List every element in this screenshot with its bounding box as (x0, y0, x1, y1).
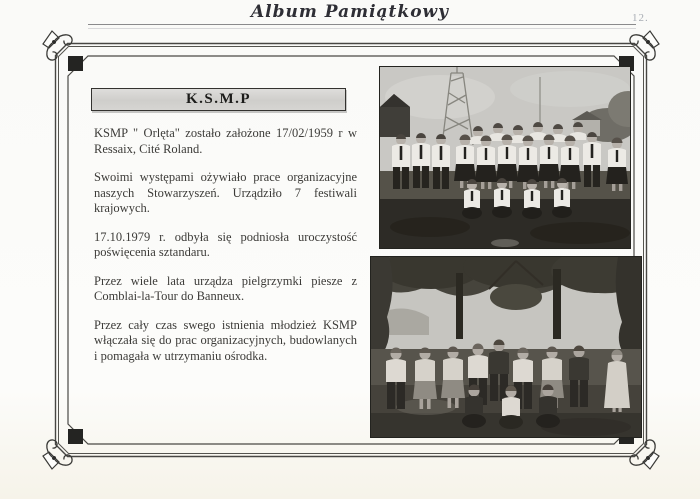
kneeling-group (462, 385, 560, 430)
section-title-box (91, 88, 346, 111)
photo-casual-group (370, 256, 642, 438)
page-number: 12. (632, 12, 649, 24)
body-paragraph: 17.10.1979 r. odbyła się podniosła uroczystość poświęcenia sztandaru. (94, 229, 357, 259)
body-paragraph: KSMP " Orlęta" zostało założone 17/02/1959 r w Ressaix, Cité Roland. (94, 126, 357, 156)
body-paragraph: Przez cały czas swego istnienia młodzież KSMP włączała się do prac organizacyjnych, budowlanych i pomagała w utrzymaniu ośrodka. (94, 317, 357, 363)
album-header-title: Album Pamiątkowy (250, 2, 450, 22)
body-paragraph: Przez wiele lata urządza pielgrzymki piesze z Comblai-la-Tour do Banneux. (94, 273, 357, 303)
body-text-column (94, 126, 357, 377)
section-title: K.S.M.P (185, 91, 252, 107)
header-rule (88, 24, 636, 29)
body-paragraph: Swoimi występami ożywiało prace organizacyjne naszych Stowarzyszeń. Urządziło 7 festiwali krajowych. (94, 170, 357, 215)
photo-uniformed-group (379, 66, 631, 249)
decorative-frame (54, 42, 648, 458)
